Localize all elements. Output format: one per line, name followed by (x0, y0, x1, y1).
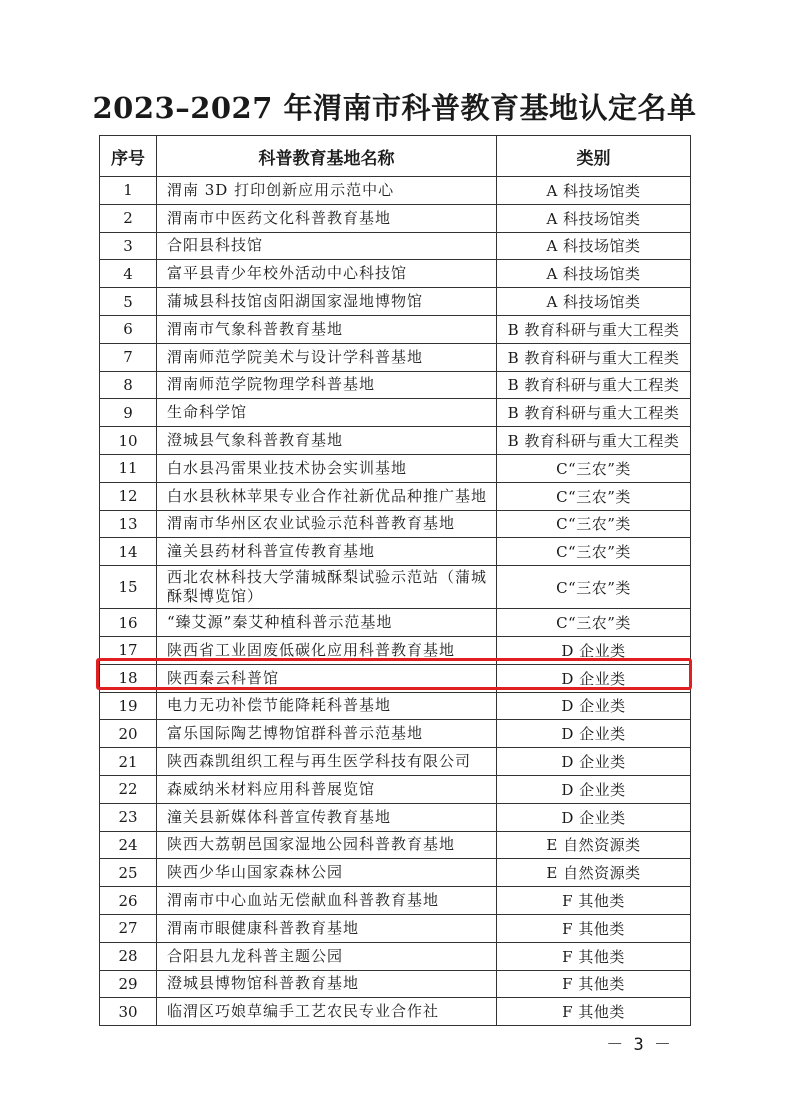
row-number: 15 (100, 566, 157, 609)
row-number: 8 (100, 371, 157, 399)
table-row (100, 609, 691, 637)
row-category: A 科技场馆类 (497, 288, 691, 316)
row-category: F 其他类 (497, 914, 691, 942)
row-number: 14 (100, 538, 157, 566)
table-row (100, 538, 691, 566)
row-base-name: 澄城县博物馆科普教育基地 (157, 970, 497, 998)
table-row (100, 232, 691, 260)
row-base-name: 电力无功补偿节能降耗科普基地 (157, 692, 497, 720)
header-name: 科普教育基地名称 (157, 136, 497, 177)
table-row (100, 427, 691, 455)
row-number: 18 (100, 664, 157, 692)
row-base-name: 森威纳米材料应用科普展览馆 (157, 775, 497, 803)
table-row (100, 775, 691, 803)
table-row (100, 343, 691, 371)
table-row (100, 859, 691, 887)
row-base-name: 富乐国际陶艺博物馆群科普示范基地 (157, 720, 497, 748)
row-category: D 企业类 (497, 775, 691, 803)
row-base-name: 白水县冯雷果业技术协会实训基地 (157, 454, 497, 482)
row-base-name: 陕西森凯组织工程与再生医学科技有限公司 (157, 748, 497, 776)
row-number: 9 (100, 399, 157, 427)
table-body (100, 177, 691, 1026)
table-row (100, 970, 691, 998)
row-base-name: 陕西大荔朝邑国家湿地公园科普教育基地 (157, 831, 497, 859)
row-number: 16 (100, 609, 157, 637)
base-list-table (99, 135, 691, 1026)
row-category: C“三农”类 (497, 482, 691, 510)
row-number: 7 (100, 343, 157, 371)
table-row (100, 454, 691, 482)
row-base-name: 白水县秋林苹果专业合作社新优品种推广基地 (157, 482, 497, 510)
row-category: A 科技场馆类 (497, 177, 691, 205)
row-category: C“三农”类 (497, 454, 691, 482)
table-row (100, 942, 691, 970)
row-base-name: 潼关县药材科普宣传教育基地 (157, 538, 497, 566)
row-base-name: 蒲城县科技馆卤阳湖国家湿地博物馆 (157, 288, 497, 316)
table-row (100, 482, 691, 510)
row-base-name: 富平县青少年校外活动中心科技馆 (157, 260, 497, 288)
row-base-name: 西北农林科技大学蒲城酥梨试验示范站（蒲城酥梨博览馆） (157, 566, 497, 609)
table-row (100, 914, 691, 942)
row-number: 5 (100, 288, 157, 316)
header-category: 类别 (497, 136, 691, 177)
row-category: B 教育科研与重大工程类 (497, 371, 691, 399)
row-number: 1 (100, 177, 157, 205)
row-category: D 企业类 (497, 664, 691, 692)
row-number: 27 (100, 914, 157, 942)
table-row (100, 998, 691, 1026)
row-category: A 科技场馆类 (497, 260, 691, 288)
row-number: 29 (100, 970, 157, 998)
row-category: F 其他类 (497, 887, 691, 915)
row-number: 17 (100, 636, 157, 664)
row-category: B 教育科研与重大工程类 (497, 399, 691, 427)
row-category: D 企业类 (497, 636, 691, 664)
table-row (100, 566, 691, 609)
row-category: A 科技场馆类 (497, 232, 691, 260)
row-number: 19 (100, 692, 157, 720)
row-category: D 企业类 (497, 720, 691, 748)
row-base-name: 合阳县九龙科普主题公园 (157, 942, 497, 970)
row-category: F 其他类 (497, 998, 691, 1026)
page-number: － 3 － (606, 1035, 671, 1055)
row-base-name: 陕西少华山国家森林公园 (157, 859, 497, 887)
table-row (100, 371, 691, 399)
page-title: 2023–2027 年渭南市科普教育基地认定名单 (92, 91, 697, 125)
row-category: D 企业类 (497, 692, 691, 720)
table-row (100, 510, 691, 538)
row-base-name: “臻艾源”秦艾种植科普示范基地 (157, 609, 497, 637)
table-row (100, 831, 691, 859)
table-row (100, 720, 691, 748)
row-number: 3 (100, 232, 157, 260)
row-category: C“三农”类 (497, 510, 691, 538)
row-number: 4 (100, 260, 157, 288)
row-number: 21 (100, 748, 157, 776)
table-row (100, 803, 691, 831)
table-row (100, 748, 691, 776)
row-number: 13 (100, 510, 157, 538)
row-category: B 教育科研与重大工程类 (497, 315, 691, 343)
row-category: C“三农”类 (497, 609, 691, 637)
row-number: 20 (100, 720, 157, 748)
row-category: D 企业类 (497, 748, 691, 776)
row-base-name: 合阳县科技馆 (157, 232, 497, 260)
row-number: 12 (100, 482, 157, 510)
row-number: 28 (100, 942, 157, 970)
row-base-name: 渭南市气象科普教育基地 (157, 315, 497, 343)
row-number: 2 (100, 204, 157, 232)
table-row (100, 260, 691, 288)
table-row (100, 692, 691, 720)
row-category: C“三农”类 (497, 538, 691, 566)
row-base-name: 渭南市华州区农业试验示范科普教育基地 (157, 510, 497, 538)
row-number: 11 (100, 454, 157, 482)
row-category: E 自然资源类 (497, 831, 691, 859)
row-number: 24 (100, 831, 157, 859)
row-base-name: 渭南 3D 打印创新应用示范中心 (157, 177, 497, 205)
row-base-name: 渭南市中医药文化科普教育基地 (157, 204, 497, 232)
row-base-name: 渭南市中心血站无偿献血科普教育基地 (157, 887, 497, 915)
row-category: E 自然资源类 (497, 859, 691, 887)
row-number: 26 (100, 887, 157, 915)
row-category: B 教育科研与重大工程类 (497, 343, 691, 371)
row-number: 6 (100, 315, 157, 343)
table-row (100, 204, 691, 232)
row-number: 30 (100, 998, 157, 1026)
row-number: 22 (100, 775, 157, 803)
row-number: 10 (100, 427, 157, 455)
row-base-name: 渭南师范学院物理学科普基地 (157, 371, 497, 399)
row-number: 25 (100, 859, 157, 887)
header-number: 序号 (100, 136, 157, 177)
row-category: F 其他类 (497, 942, 691, 970)
row-category: C“三农”类 (497, 566, 691, 609)
row-base-name: 陕西省工业固废低碳化应用科普教育基地 (157, 636, 497, 664)
row-number: 23 (100, 803, 157, 831)
table-row (100, 887, 691, 915)
row-base-name: 陕西秦云科普馆 (157, 664, 497, 692)
table-row (100, 636, 691, 664)
table-row (100, 664, 691, 692)
row-category: A 科技场馆类 (497, 204, 691, 232)
row-base-name: 渭南市眼健康科普教育基地 (157, 914, 497, 942)
table-row (100, 177, 691, 205)
row-base-name: 生命科学馆 (157, 399, 497, 427)
row-base-name: 澄城县气象科普教育基地 (157, 427, 497, 455)
table-row (100, 288, 691, 316)
table-header-row (100, 136, 691, 177)
row-base-name: 渭南师范学院美术与设计学科普基地 (157, 343, 497, 371)
row-base-name: 潼关县新媒体科普宣传教育基地 (157, 803, 497, 831)
table-row (100, 399, 691, 427)
table-row (100, 315, 691, 343)
row-category: B 教育科研与重大工程类 (497, 427, 691, 455)
row-category: F 其他类 (497, 970, 691, 998)
row-base-name: 临渭区巧娘草编手工艺农民专业合作社 (157, 998, 497, 1026)
row-category: D 企业类 (497, 803, 691, 831)
